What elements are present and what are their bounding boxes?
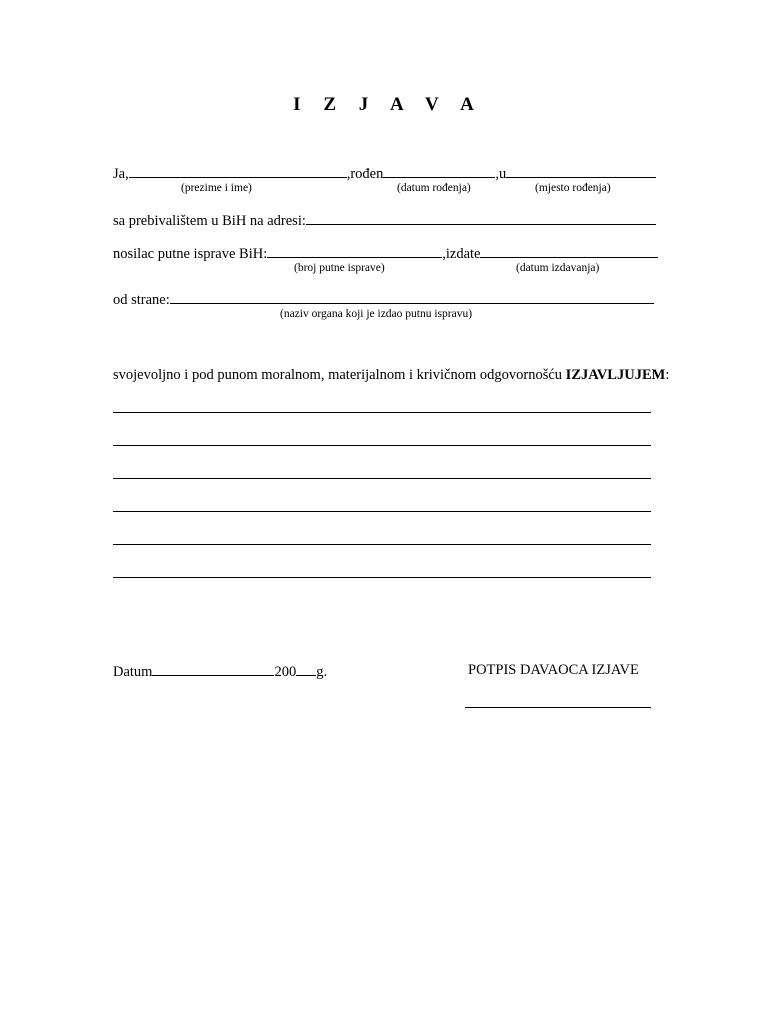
passport-line [113, 243, 658, 263]
full-name-field[interactable] [129, 163, 347, 178]
date-field[interactable] [152, 661, 274, 676]
statement-line[interactable] [113, 544, 651, 545]
address-label: sa prebivalištem u BiH na adresi: [113, 213, 306, 229]
hint-birth-place: (mjesto rođenja) [535, 182, 611, 194]
birth-date-field[interactable] [383, 163, 495, 178]
declaration-text: svojevoljno i pod punom moralnom, materijalnom i krivičnom odgovornošću [113, 367, 566, 383]
passport-number-field[interactable] [267, 243, 442, 258]
place-label: ,u [495, 166, 507, 182]
birth-place-field[interactable] [506, 163, 656, 178]
statement-line[interactable] [113, 511, 651, 512]
issued-label: ,izdate [442, 246, 481, 262]
authority-field[interactable] [170, 289, 654, 304]
statement-line[interactable] [113, 445, 651, 446]
statement-line[interactable] [113, 412, 651, 413]
year-prefix: 200 [274, 664, 297, 680]
declaration-sentence [113, 366, 669, 384]
signature-field[interactable] [465, 707, 651, 708]
address-field[interactable] [306, 210, 656, 225]
passport-label: nosilac putne isprave BiH: [113, 246, 268, 262]
hint-issue-date: (datum izdavanja) [516, 262, 600, 274]
date-label: Datum [113, 664, 153, 680]
authority-label: od strane: [113, 292, 170, 308]
date-line [113, 661, 327, 681]
authority-line [113, 289, 654, 309]
year-suffix: g. [316, 664, 328, 680]
hint-passport-number: (broj putne isprave) [294, 262, 385, 274]
year-field[interactable] [296, 661, 316, 676]
ja-label: Ja, [113, 166, 129, 182]
statement-line[interactable] [113, 478, 651, 479]
declaration-suffix: : [665, 367, 670, 383]
statement-line[interactable] [113, 577, 651, 578]
declaration-emphasis: IZJAVLJUJEM [565, 367, 666, 383]
document-title: I Z J A V A [293, 94, 483, 115]
hint-authority: (naziv organa koji je izdao putnu ispravu) [280, 308, 473, 320]
issue-date-field[interactable] [480, 243, 658, 258]
hint-full-name: (prezime i ime) [181, 182, 252, 194]
hint-birth-date: (datum rođenja) [397, 182, 471, 194]
born-label: ,rođen [346, 166, 384, 182]
address-line [113, 210, 656, 230]
signature-label: POTPIS DAVAOCA IZJAVE [468, 662, 639, 678]
name-birth-line [113, 163, 656, 183]
